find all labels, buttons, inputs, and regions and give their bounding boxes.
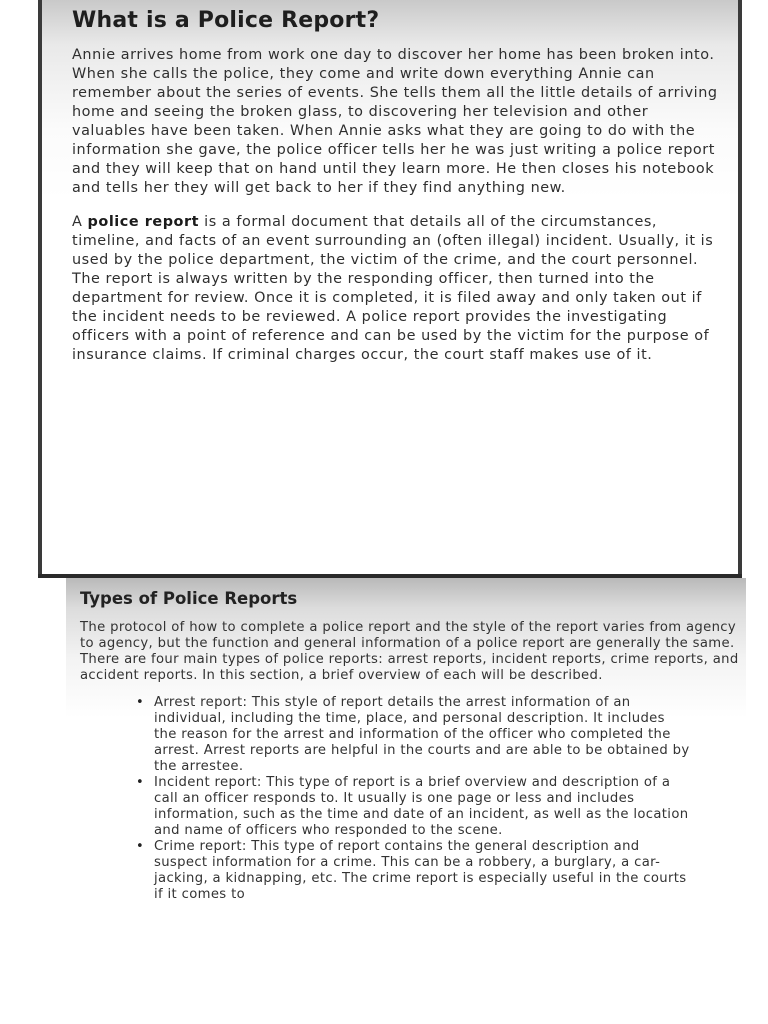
list-item bbox=[136, 775, 690, 839]
definition-term: police report bbox=[87, 214, 200, 230]
bullet-icon: • bbox=[136, 839, 145, 854]
definition-lead: A bbox=[72, 214, 88, 230]
types-of-reports-section bbox=[66, 578, 746, 1024]
bullet-icon: • bbox=[136, 775, 145, 790]
list-item-text: Crime report: This type of report contains the general description and suspect information for a crime. This can be a robbery, a burglary, a car-jacking, a kidnapping, etc. The crime report is especially useful in the courts if it comes to bbox=[154, 839, 687, 902]
definition-paragraph bbox=[72, 213, 722, 365]
report-types-list bbox=[80, 695, 740, 903]
list-item-text: Arrest report: This style of report details the arrest information of an individual, including the time, place, and personal description. It includes the reason for the arrest and information of the officer who completed the arrest. Arrest reports are helpful in the courts and are able to be obtained by the arrestee. bbox=[154, 695, 690, 774]
types-intro-paragraph: The protocol of how to complete a police report and the style of the report varies from agency to agency, but the function and general information of a police report are generally the same. There are four main types of police reports: arrest reports, incident reports, crime reports, and accident reports. In this section, a brief overview of each will be described. bbox=[80, 620, 739, 683]
definition-body: is a formal document that details all of the circumstances, timeline, and facts of an event surrounding an (often illegal) incident. Usually, it is used by the police department, the victim of the crime, and the court personnel. The report is always written by the responding officer, then turned into the department for review. Once it is completed, it is filed away and only taken out if the incident needs to be reviewed. A police report provides the investigating officers with a point of reference and can be used by the victim for the purpose of insurance claims. If criminal charges occur, the court staff makes use of it. bbox=[72, 214, 714, 363]
annie-story-paragraph: Annie arrives home from work one day to discover her home has been broken into. When she calls the police, they come and write down everything Annie can remember about the series of events. She tells them all the little details of arriving home and seeing the broken glass, to discovering her television and other valuables have been taken. When Annie asks what they are going to do with the information she gave, the police officer tells her he was just writing a police report and they will keep that on hand until they learn more. He then closes his notebook and tells her they will get back to her if they find anything new. bbox=[72, 47, 718, 196]
police-report-definition-section bbox=[38, 0, 742, 578]
section-title: Types of Police Reports bbox=[80, 589, 298, 608]
list-item bbox=[136, 695, 690, 775]
list-item-text: Incident report: This type of report is a brief overview and description of a call an officer responds to. It usually is one page or less and includes information, such as the time and date of an incident, as well as the location and name of officers who responded to the scene. bbox=[154, 775, 689, 838]
list-item bbox=[136, 839, 690, 903]
bullet-icon: • bbox=[136, 695, 145, 710]
section-title: What is a Police Report? bbox=[72, 8, 380, 33]
